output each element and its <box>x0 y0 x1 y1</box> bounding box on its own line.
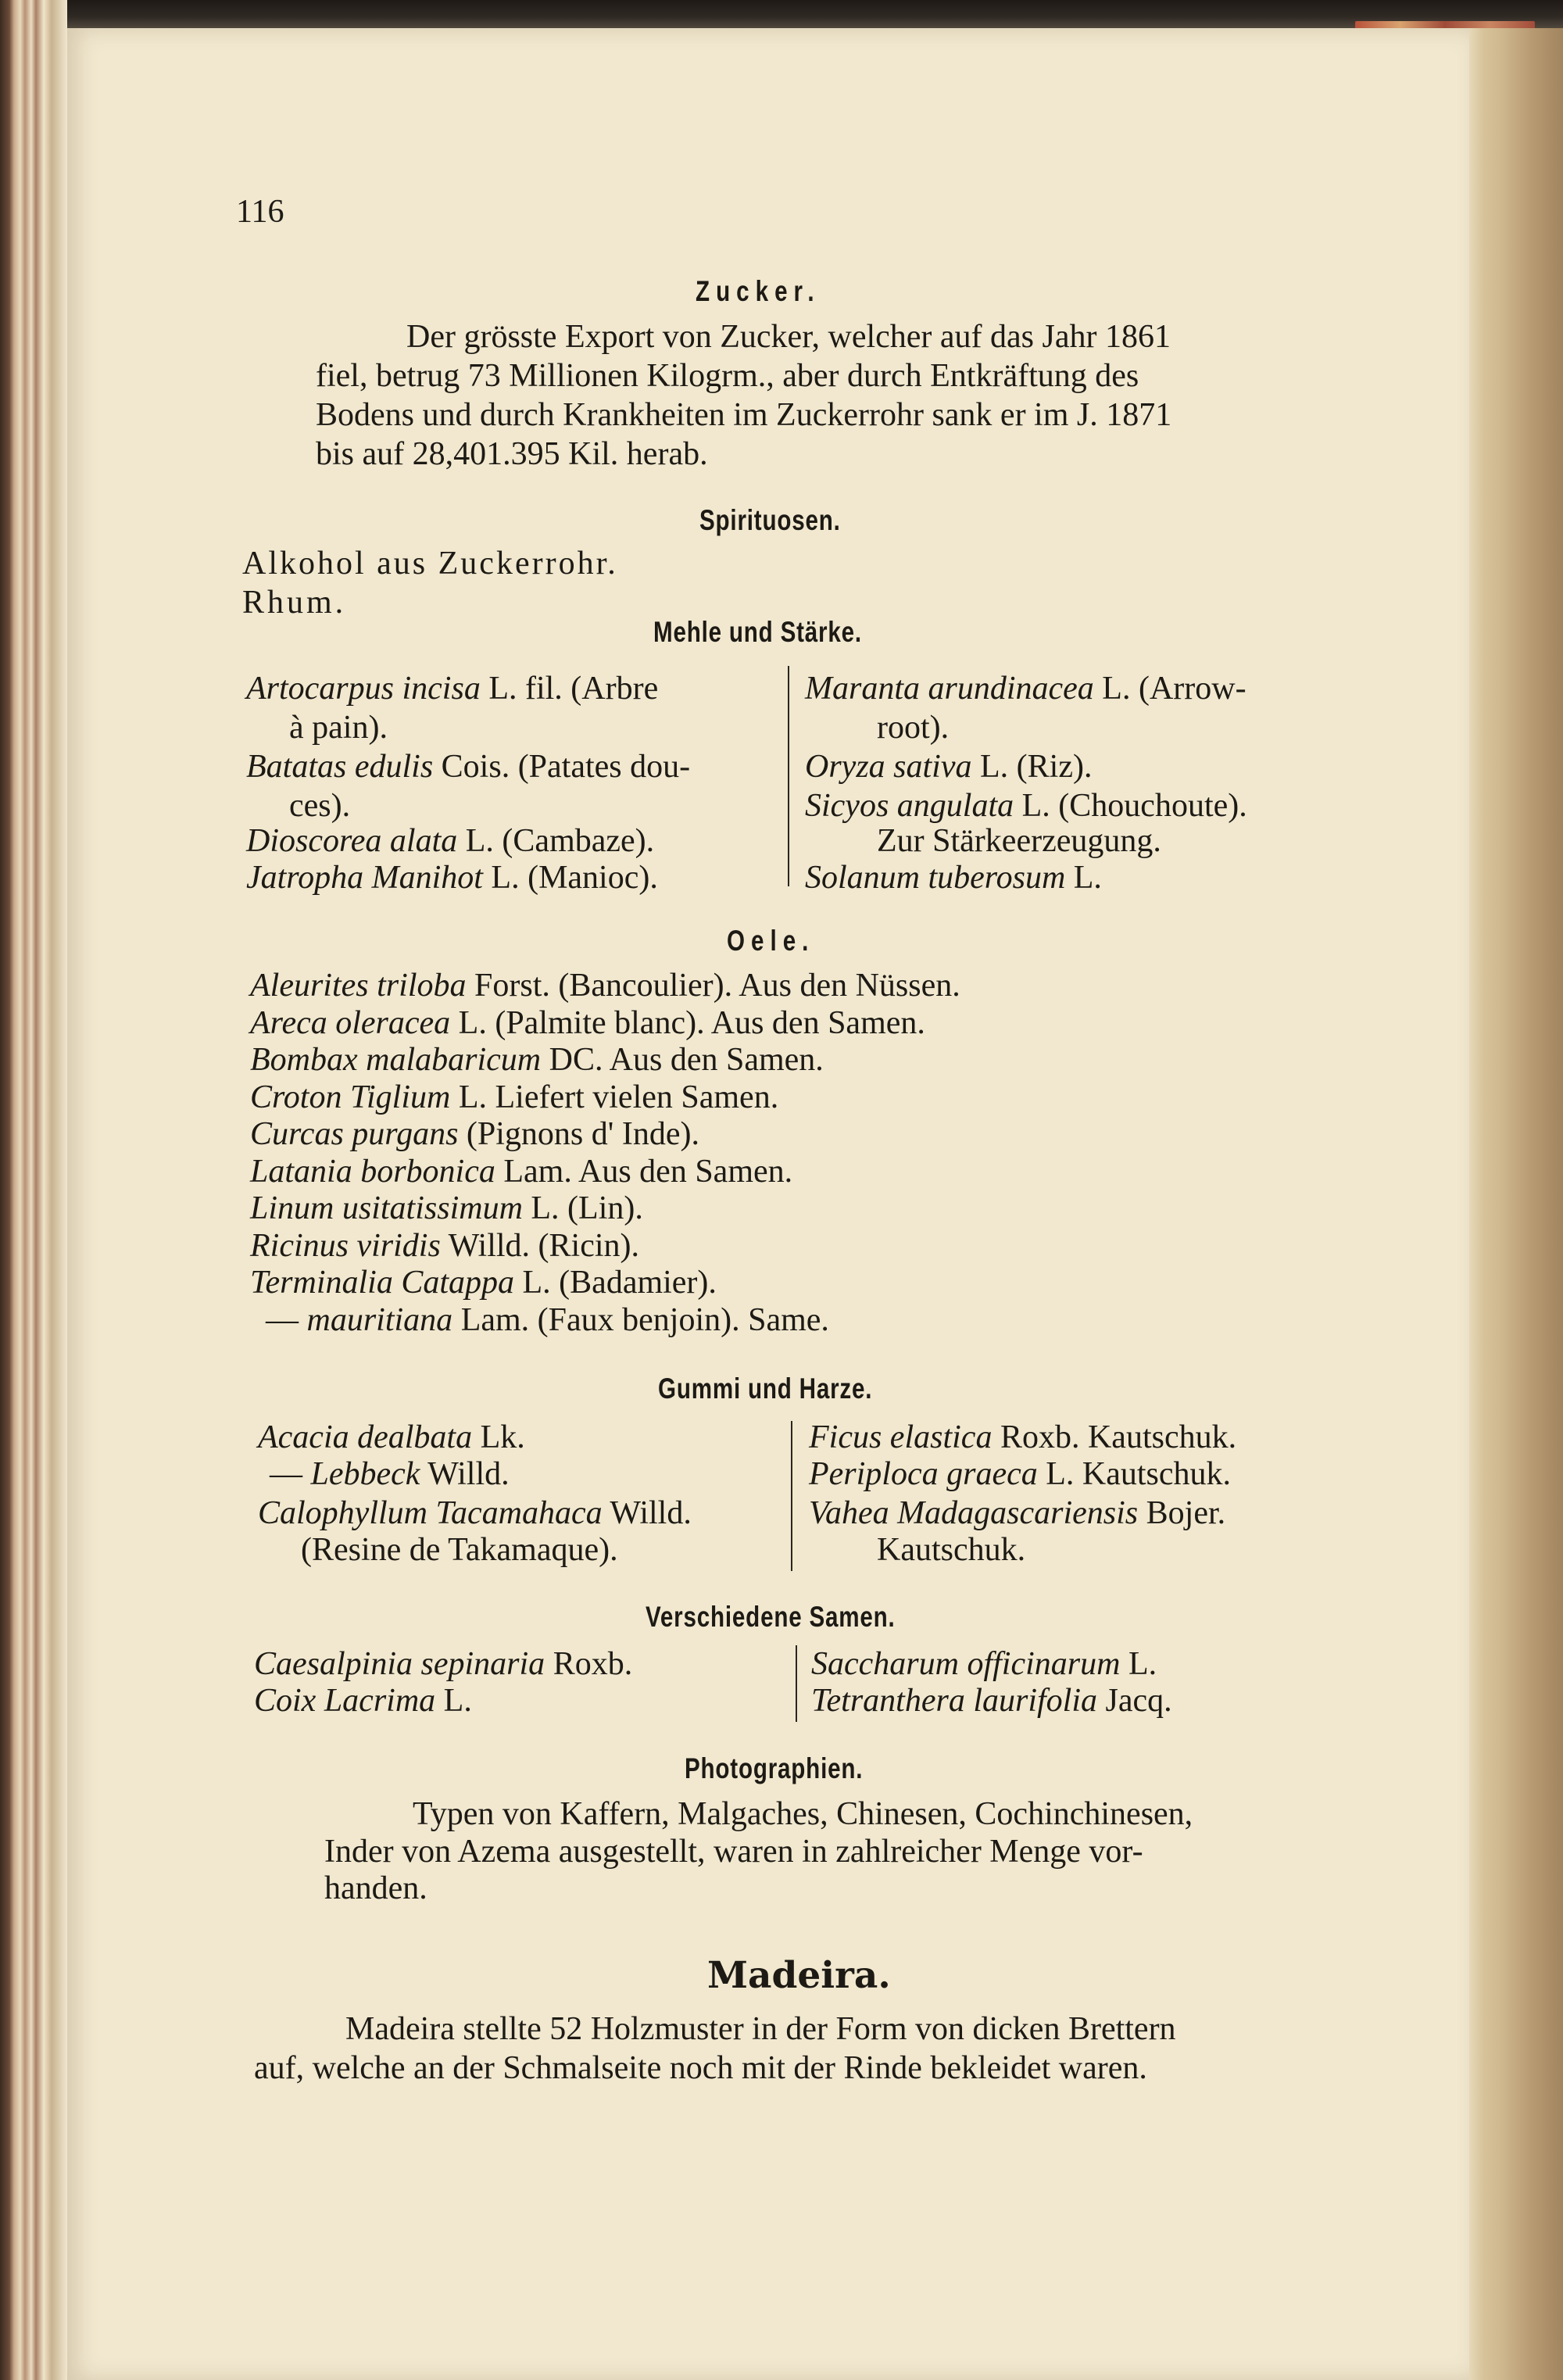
heading-oele: Oele. <box>727 925 815 957</box>
zucker-line-1: Der grösste Export von Zucker, welcher auf das Jahr 1861 <box>406 319 1171 355</box>
oele-item-6: Latania borbonica Lam. Aus den Samen. <box>250 1154 793 1190</box>
book-right-edge <box>1469 28 1563 2380</box>
gummi-right-1: Ficus elastica Roxb. Kautschuk. <box>809 1419 1237 1455</box>
mehle-right-3: Oryza sativa L. (Riz). <box>805 749 1093 785</box>
spirituosen-item-2: Rhum. <box>242 585 347 621</box>
samen-left-1: Caesalpinia sepinaria Roxb. <box>254 1646 633 1682</box>
madeira-line-2: auf, welche an der Schmalseite noch mit der Rinde bekleidet waren. <box>254 2050 1147 2086</box>
mehle-right-4: Sicyos angulata L. (Chouchoute). <box>805 788 1247 824</box>
photo-line-3: handen. <box>324 1870 427 1906</box>
photo-line-2: Inder von Azema ausgestellt, waren in zahlreicher Menge vor- <box>324 1834 1143 1870</box>
heading-mehle: Mehle und Stärke. <box>653 616 862 648</box>
column-divider <box>796 1645 797 1722</box>
mehle-left-1: Artocarpus incisa L. fil. (Arbre <box>246 671 659 707</box>
samen-right-2: Tetranthera laurifolia Jacq. <box>811 1683 1172 1719</box>
gummi-right-4: Kautschuk. <box>877 1532 1026 1568</box>
mehle-left-5: Dioscorea alata L. (Cambaze). <box>246 823 655 859</box>
mehle-right-2: root). <box>877 710 950 746</box>
gummi-left-4: (Resine de Takamaque). <box>301 1532 618 1568</box>
column-divider <box>791 1421 792 1571</box>
mehle-left-6: Jatropha Manihot L. (Manioc). <box>246 860 658 896</box>
heading-madeira: Madeira. <box>707 1954 891 1997</box>
gummi-right-2: Periploca graeca L. Kautschuk. <box>809 1456 1232 1492</box>
heading-zucker: Zucker. <box>696 275 821 307</box>
heading-photographien: Photographien. <box>685 1752 864 1784</box>
mehle-left-3: Batatas edulis Cois. (Patates dou- <box>246 749 691 785</box>
samen-right-1: Saccharum officinarum L. <box>811 1646 1157 1682</box>
oele-item-7: Linum usitatissimum L. (Lin). <box>250 1190 643 1226</box>
mehle-right-6: Solanum tuberosum L. <box>805 860 1102 896</box>
zucker-line-2: fiel, betrug 73 Millionen Kilogrm., aber durch Entkräftung des <box>316 358 1139 394</box>
gummi-right-3: Vahea Madagascariensis Bojer. <box>809 1495 1226 1531</box>
samen-left-2: Coix Lacrima L. <box>254 1683 472 1719</box>
zucker-line-4: bis auf 28,401.395 Kil. herab. <box>316 436 708 472</box>
oele-item-1: Aleurites triloba Forst. (Bancoulier). Aus den Nüssen. <box>250 968 960 1004</box>
gummi-left-1: Acacia dealbata Lk. <box>258 1419 525 1455</box>
book-left-edge <box>0 0 67 2380</box>
mehle-left-2: à pain). <box>289 710 388 746</box>
photo-line-1: Typen von Kaffern, Malgaches, Chinesen, Cochinchinesen, <box>413 1796 1193 1832</box>
heading-samen: Verschiedene Samen. <box>646 1601 896 1633</box>
mehle-right-1: Maranta arundinacea L. (Arrow- <box>805 671 1246 707</box>
oele-item-8: Ricinus viridis Willd. (Ricin). <box>250 1228 640 1264</box>
book-top-edge <box>0 0 1563 28</box>
spirituosen-item-1: Alkohol aus Zuckerrohr. <box>242 546 618 582</box>
heading-gummi: Gummi und Harze. <box>658 1373 873 1405</box>
gummi-left-3: Calophyllum Tacamahaca Willd. <box>258 1495 692 1531</box>
page-number: 116 <box>236 194 284 230</box>
heading-spirituosen: Spirituosen. <box>699 504 841 536</box>
oele-item-2: Areca oleracea L. (Palmite blanc). Aus den Samen. <box>250 1005 925 1041</box>
mehle-right-5: Zur Stärkeerzeugung. <box>877 823 1161 859</box>
mehle-left-4: ces). <box>289 788 351 824</box>
madeira-line-1: Madeira stellte 52 Holzmuster in der Form von dicken Brettern <box>345 2011 1176 2047</box>
oele-item-9: Terminalia Catappa L. (Badamier). <box>250 1265 717 1301</box>
column-divider <box>788 666 789 886</box>
gummi-left-2: — Lebbeck Willd. <box>270 1456 510 1492</box>
oele-item-5: Curcas purgans (Pignons d' Inde). <box>250 1116 699 1152</box>
oele-item-4: Croton Tiglium L. Liefert vielen Samen. <box>250 1079 779 1115</box>
oele-item-3: Bombax malabaricum DC. Aus den Samen. <box>250 1042 824 1078</box>
oele-item-10: — mauritiana Lam. (Faux benjoin). Same. <box>266 1302 829 1338</box>
zucker-line-3: Bodens und durch Krankheiten im Zuckerrohr sank er im J. 1871 <box>316 397 1172 433</box>
